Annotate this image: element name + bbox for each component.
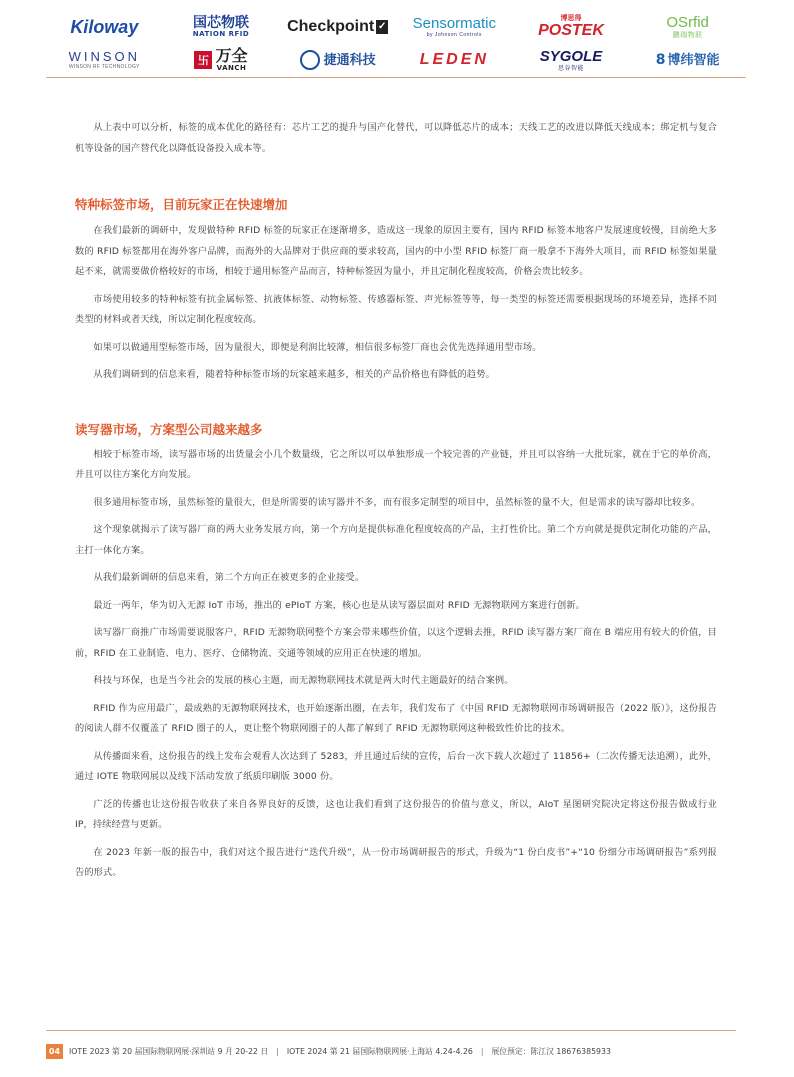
winson-logo: WINSON WINSON RF TECHNOLOGY [68, 49, 141, 70]
section2-paragraph: 科技与环保，也是当今社会的发展的核心主题，而无源物联网技术就是两大时代主题最好的结合案例。 [93, 675, 514, 686]
checkpoint-logo: Checkpoint ✓ [287, 18, 387, 35]
osrfid-logo: OSrfid 鹏瑞物联 [666, 14, 709, 39]
footer-booking-contact: 展位预定：陈江汉 18676385933 [491, 1046, 611, 1056]
article-body [75, 118, 717, 891]
section2-paragraph: 从我们最新调研的信息来看，第二个方向正在被更多的企业接受。 [93, 572, 365, 583]
checkpoint-mark-icon: ✓ [378, 20, 387, 32]
footer-event-shanghai: IOTE 2024 第 21 届国际物联网展·上海站 4.24-4.26 [286, 1046, 473, 1056]
bowei-mark-icon: 8 [655, 52, 666, 68]
section2-paragraph: 读写器厂商推广市场需要说服客户，RFID 无源物联网整个方案会带来哪些价值，以这个逻辑去推，RFID 读写器方案厂商在 B 端应用有较大的价值，目前，RFID 在工业制造、电力、医疗、仓储物流、交通等领域的应用正在快速的增加。 [75, 627, 717, 659]
nation-rfid-logo: 国芯物联 NATION RFID [192, 15, 250, 38]
page-number: 04 [46, 1044, 63, 1059]
section2-paragraph: 相较于标签市场，读写器市场的出货量会小几个数量级，它之所以可以单独形成一个较完善的产业链，并且可以容纳一大批玩家，就在于它的单价高，并且可以往方案化方向发展。 [75, 448, 717, 480]
section2-paragraph: RFID 作为应用最广，最成熟的无源物联网技术，也开始逐渐出圈，在去年，我们发布了《中国 RFID 无源物联网市场调研报告（2022 版）》，这份报告的阅读人群不仅覆盖了 RFID 圈子的人，更让整个物联网圈子的人都了解到了 RFID 无源物联网这种极致性价比的技术。 [75, 702, 717, 734]
vanch-mark-icon: 卐 [194, 51, 212, 69]
footer-divider [46, 1030, 736, 1031]
banner-divider [46, 77, 746, 78]
section2-paragraph: 最近一两年，华为切入无源 IoT 市场，推出的 ePIoT 方案，核心也是从读写器层面对 RFID 无源物联网方案进行创新。 [93, 599, 585, 611]
vanch-logo: 卐 万全 VANCH [194, 48, 247, 72]
section2-paragraph: 广泛的传播也让这份报告收获了来自各界良好的反馈，这也让我们看到了这份报告的价值与意义，所以，AIoT 星图研究院决定将这份报告做成行业 IP，持续经营与更新。 [75, 798, 717, 830]
intro-paragraph: 从上表中可以分析，标签的成本优化的路径有：芯片工艺的提升与国产化替代，可以降低芯片的成本；天线工艺的改进以降低天线成本；绑定机与复合机等设备的国产替代化以降低设备投入成本等。 [75, 122, 717, 154]
sygole-logo: SYGOLE 思谷智能 [539, 47, 603, 72]
footer-separator: | [276, 1046, 279, 1056]
jietong-mark-icon [300, 50, 320, 70]
page-footer [46, 1043, 611, 1059]
kiloway-logo: Kiloway [70, 17, 139, 37]
bowei-logo: 8 博纬智能 [655, 52, 720, 68]
section2-paragraph: 这个现象就揭示了读写器厂商的两大业务发展方向，第一个方向是提供标准化程度较高的产品，主打性价比。第二个方向就是提供定制化功能的产品，主打一体化方案。 [75, 524, 717, 556]
section-heading-special-tags: 特种标签市场，目前玩家正在快速增加 [75, 197, 288, 212]
section-heading-reader-market: 读写器市场，方案型公司越来越多 [75, 421, 263, 437]
sponsor-logo-banner [46, 10, 746, 76]
section1-paragraph: 在我们最新的调研中，发现做特种 RFID 标签的玩家正在逐渐增多，造成这一现象的原因主要有，国内 RFID 标签本地客户发展速度较慢，目前绝大多数的 RFID 标签都用在海外客户品牌，而海外的大品牌对于供应商的要求较高，国内的中小型 RFID 标签厂商一般拿不下海外大项目，而 RFID 标签如果量起不来，就需要做价格较好的市场，相较于通用标签产品而言，特种标签因为量小，并且定制化程度较高，价格会贵比较多。 [75, 225, 717, 277]
section2-paragraph: 从传播面来看，这份报告的线上发布会观看人次达到了 5283，并且通过后续的宣传，后台一次下载人次超过了 11856+（二次传播无法追溯），此外，通过 IOTE 物联网展以及线下活动发放了纸质印刷版 3000 份。 [75, 750, 717, 782]
footer-separator: | [480, 1046, 484, 1056]
section2-paragraph: 很多通用标签市场，虽然标签的量很大，但是所需要的读写器并不多，而有很多定制型的项目中，虽然标签的量不大，但是需求的读写器却比较多。 [93, 496, 701, 508]
section1-paragraph: 从我们调研到的信息来看，随着特种标签市场的玩家越来越多，相关的产品价格也有降低的趋势。 [93, 369, 495, 380]
postek-logo: 博思得 POSTEK [538, 15, 604, 39]
section2-paragraph: 在 2023 年新一版的报告中，我们对这个报告进行“迭代升级”，从一份市场调研报告的形式，升级为“1 份白皮书”+“10 份细分市场调研报告”系列报告的形式。 [75, 846, 717, 878]
section1-paragraph: 市场使用较多的特种标签有抗金属标签、抗液体标签、动物标签、传感器标签、声光标签等等，每一类型的标签还需要根据现场的环境差异，选择不同类型的材料或者天线，所以定制化程度较高。 [75, 293, 717, 325]
footer-event-shenzhen: IOTE 2023 第 20 届国际物联网展·深圳站 9 月 20-22 日 [69, 1046, 269, 1056]
section1-paragraph: 如果可以做通用型标签市场，因为量很大，即便是利润比较薄，相信很多标签厂商也会优先选择通用型市场。 [93, 341, 542, 353]
jietong-logo: 捷通科技 [300, 50, 376, 70]
sensormatic-logo: Sensormatic by Johnson Controls [412, 15, 496, 38]
leden-logo: LEDEN [419, 51, 489, 68]
